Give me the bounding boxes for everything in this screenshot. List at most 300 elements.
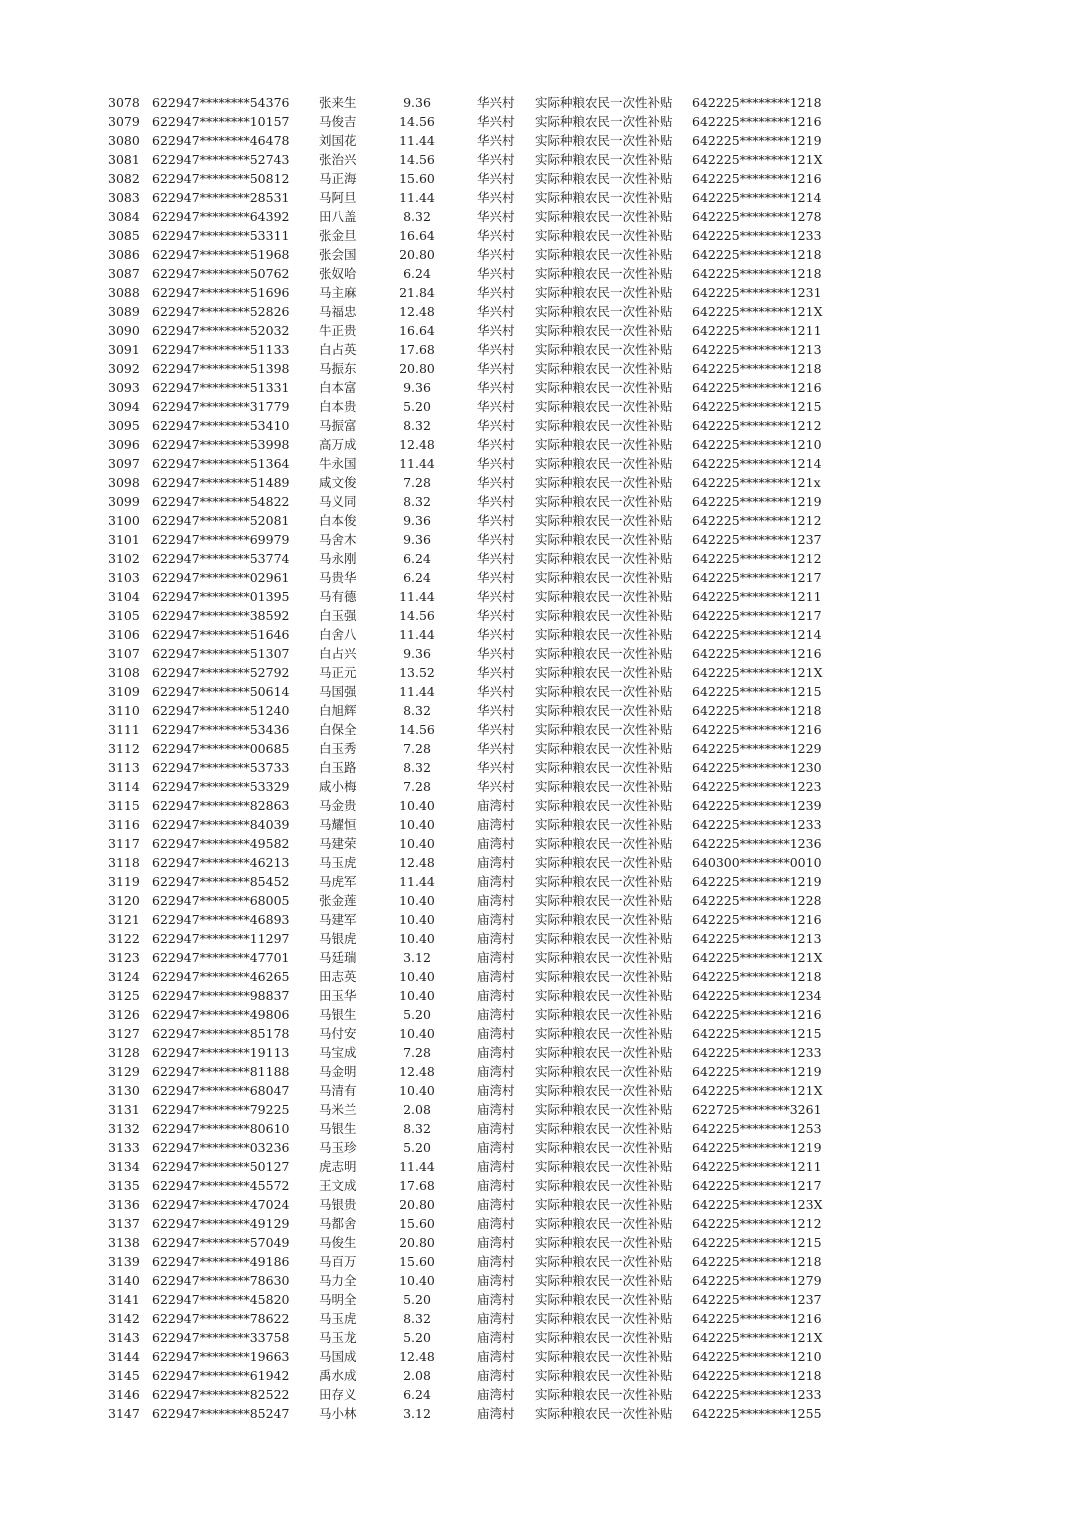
- row-number: 3080: [108, 133, 140, 148]
- subsidy-type: 实际种粮农民一次性补贴: [535, 380, 673, 395]
- id-number: 642225********1237: [692, 532, 822, 547]
- subsidy-type: 实际种粮农民一次性补贴: [535, 152, 673, 167]
- subsidy-type: 实际种粮农民一次性补贴: [535, 418, 673, 433]
- table-row: [0, 834, 1074, 853]
- id-number: 642225********121x: [692, 475, 821, 490]
- subsidy-amount: 7.28: [403, 475, 431, 490]
- table-row: [0, 758, 1074, 777]
- subsidy-amount: 9.36: [403, 380, 431, 395]
- id-number: 642225********1218: [692, 1368, 822, 1383]
- row-number: 3106: [108, 627, 140, 642]
- row-number: 3082: [108, 171, 140, 186]
- farmer-name: 马玉虎: [319, 1311, 357, 1326]
- id-number: 642225********1215: [692, 1235, 822, 1250]
- bank-account: 622947********98837: [152, 988, 290, 1003]
- subsidy-amount: 14.56: [399, 152, 435, 167]
- subsidy-type: 实际种粮农民一次性补贴: [535, 323, 673, 338]
- village: 华兴村: [477, 380, 515, 395]
- subsidy-amount: 11.44: [399, 190, 435, 205]
- subsidy-type: 实际种粮农民一次性补贴: [535, 133, 673, 148]
- subsidy-amount: 10.40: [399, 817, 435, 832]
- row-number: 3084: [108, 209, 140, 224]
- subsidy-type: 实际种粮农民一次性补贴: [535, 551, 673, 566]
- bank-account: 622947********52826: [152, 304, 290, 319]
- bank-account: 622947********54376: [152, 95, 290, 110]
- id-number: 642225********1213: [692, 342, 822, 357]
- farmer-name: 田八盖: [319, 209, 357, 224]
- subsidy-amount: 8.32: [403, 209, 431, 224]
- row-number: 3090: [108, 323, 140, 338]
- village: 庙湾村: [477, 1349, 515, 1364]
- subsidy-type: 实际种粮农民一次性补贴: [535, 1007, 673, 1022]
- row-number: 3144: [108, 1349, 140, 1364]
- id-number: 642225********1214: [692, 627, 822, 642]
- id-number: 642225********1236: [692, 836, 822, 851]
- bank-account: 622947********49186: [152, 1254, 290, 1269]
- bank-account: 622947********33758: [152, 1330, 290, 1345]
- table-row: [0, 454, 1074, 473]
- bank-account: 622947********85452: [152, 874, 290, 889]
- subsidy-type: 实际种粮农民一次性补贴: [535, 532, 673, 547]
- id-number: 642225********1216: [692, 114, 822, 129]
- table-row: [0, 777, 1074, 796]
- row-number: 3135: [108, 1178, 140, 1193]
- village: 华兴村: [477, 209, 515, 224]
- subsidy-type: 实际种粮农民一次性补贴: [535, 190, 673, 205]
- table-row: [0, 815, 1074, 834]
- table-row: [0, 739, 1074, 758]
- farmer-name: 马俊生: [319, 1235, 357, 1250]
- subsidy-type: 实际种粮农民一次性补贴: [535, 209, 673, 224]
- bank-account: 622947********53410: [152, 418, 290, 433]
- subsidy-type: 实际种粮农民一次性补贴: [535, 1140, 673, 1155]
- farmer-name: 马廷瑞: [319, 950, 357, 965]
- subsidy-type: 实际种粮农民一次性补贴: [535, 1292, 673, 1307]
- row-number: 3091: [108, 342, 140, 357]
- row-number: 3083: [108, 190, 140, 205]
- subsidy-amount: 11.44: [399, 456, 435, 471]
- bank-account: 622947********51133: [152, 342, 290, 357]
- table-row: [0, 1100, 1074, 1119]
- subsidy-amount: 13.52: [399, 665, 435, 680]
- subsidy-type: 实际种粮农民一次性补贴: [535, 741, 673, 756]
- bank-account: 622947********82522: [152, 1387, 290, 1402]
- bank-account: 622947********53733: [152, 760, 290, 775]
- subsidy-table: [0, 93, 1074, 1423]
- table-row: [0, 663, 1074, 682]
- bank-account: 622947********00685: [152, 741, 290, 756]
- row-number: 3125: [108, 988, 140, 1003]
- bank-account: 622947********46893: [152, 912, 290, 927]
- row-number: 3142: [108, 1311, 140, 1326]
- id-number: 642225********1212: [692, 1216, 822, 1231]
- bank-account: 622947********53998: [152, 437, 290, 452]
- subsidy-amount: 11.44: [399, 684, 435, 699]
- farmer-name: 马百万: [319, 1254, 357, 1269]
- farmer-name: 马银虎: [319, 931, 357, 946]
- subsidy-amount: 15.60: [399, 171, 435, 186]
- id-number: 642225********1217: [692, 1178, 822, 1193]
- table-row: [0, 891, 1074, 910]
- farmer-name: 马银生: [319, 1121, 357, 1136]
- subsidy-type: 实际种粮农民一次性补贴: [535, 589, 673, 604]
- table-row: [0, 93, 1074, 112]
- subsidy-amount: 2.08: [403, 1102, 431, 1117]
- farmer-name: 马贵华: [319, 570, 357, 585]
- subsidy-amount: 6.24: [403, 551, 431, 566]
- village: 庙湾村: [477, 912, 515, 927]
- village: 庙湾村: [477, 798, 515, 813]
- row-number: 3120: [108, 893, 140, 908]
- subsidy-type: 实际种粮农民一次性补贴: [535, 1045, 673, 1060]
- id-number: 640300********0010: [692, 855, 822, 870]
- table-row: [0, 625, 1074, 644]
- subsidy-amount: 9.36: [403, 513, 431, 528]
- farmer-name: 田志英: [319, 969, 357, 984]
- farmer-name: 张会国: [319, 247, 357, 262]
- row-number: 3112: [108, 741, 140, 756]
- subsidy-amount: 10.40: [399, 969, 435, 984]
- subsidy-amount: 9.36: [403, 532, 431, 547]
- table-row: [0, 1404, 1074, 1423]
- table-row: [0, 872, 1074, 891]
- village: 华兴村: [477, 114, 515, 129]
- bank-account: 622947********51240: [152, 703, 290, 718]
- row-number: 3122: [108, 931, 140, 946]
- subsidy-amount: 14.56: [399, 722, 435, 737]
- row-number: 3126: [108, 1007, 140, 1022]
- subsidy-type: 实际种粮农民一次性补贴: [535, 950, 673, 965]
- row-number: 3102: [108, 551, 140, 566]
- farmer-name: 张奴哈: [319, 266, 357, 281]
- table-row: [0, 397, 1074, 416]
- village: 华兴村: [477, 589, 515, 604]
- village: 华兴村: [477, 532, 515, 547]
- row-number: 3109: [108, 684, 140, 699]
- table-row: [0, 1195, 1074, 1214]
- table-row: [0, 568, 1074, 587]
- subsidy-type: 实际种粮农民一次性补贴: [535, 1026, 673, 1041]
- subsidy-type: 实际种粮农民一次性补贴: [535, 1121, 673, 1136]
- village: 庙湾村: [477, 950, 515, 965]
- bank-account: 622947********50762: [152, 266, 290, 281]
- bank-account: 622947********50614: [152, 684, 290, 699]
- subsidy-amount: 21.84: [399, 285, 435, 300]
- bank-account: 622947********79225: [152, 1102, 290, 1117]
- id-number: 642225********1210: [692, 437, 822, 452]
- bank-account: 622947********49806: [152, 1007, 290, 1022]
- bank-account: 622947********51307: [152, 646, 290, 661]
- subsidy-amount: 11.44: [399, 874, 435, 889]
- bank-account: 622947********45820: [152, 1292, 290, 1307]
- bank-account: 622947********85247: [152, 1406, 290, 1421]
- table-row: [0, 549, 1074, 568]
- row-number: 3099: [108, 494, 140, 509]
- village: 庙湾村: [477, 1235, 515, 1250]
- subsidy-amount: 16.64: [399, 323, 435, 338]
- farmer-name: 马玉虎: [319, 855, 357, 870]
- village: 庙湾村: [477, 893, 515, 908]
- subsidy-type: 实际种粮农民一次性补贴: [535, 513, 673, 528]
- farmer-name: 白旭辉: [319, 703, 357, 718]
- farmer-name: 白保全: [319, 722, 357, 737]
- village: 庙湾村: [477, 1121, 515, 1136]
- village: 庙湾村: [477, 969, 515, 984]
- subsidy-amount: 11.44: [399, 133, 435, 148]
- bank-account: 622947********45572: [152, 1178, 290, 1193]
- subsidy-type: 实际种粮农民一次性补贴: [535, 304, 673, 319]
- id-number: 642225********121X: [692, 950, 823, 965]
- farmer-name: 张来生: [319, 95, 357, 110]
- id-number: 642225********1212: [692, 418, 822, 433]
- id-number: 642225********1210: [692, 1349, 822, 1364]
- table-row: [0, 644, 1074, 663]
- row-number: 3081: [108, 152, 140, 167]
- subsidy-type: 实际种粮农民一次性补贴: [535, 836, 673, 851]
- bank-account: 622947********84039: [152, 817, 290, 832]
- subsidy-type: 实际种粮农民一次性补贴: [535, 361, 673, 376]
- table-row: [0, 1024, 1074, 1043]
- id-number: 642225********1218: [692, 703, 822, 718]
- subsidy-type: 实际种粮农民一次性补贴: [535, 1273, 673, 1288]
- table-row: [0, 378, 1074, 397]
- bank-account: 622947********46265: [152, 969, 290, 984]
- village: 华兴村: [477, 190, 515, 205]
- bank-account: 622947********38592: [152, 608, 290, 623]
- farmer-name: 田存义: [319, 1387, 357, 1402]
- id-number: 642225********1215: [692, 1026, 822, 1041]
- bank-account: 622947********46213: [152, 855, 290, 870]
- farmer-name: 禹水成: [319, 1368, 357, 1383]
- subsidy-type: 实际种粮农民一次性补贴: [535, 912, 673, 927]
- bank-account: 622947********03236: [152, 1140, 290, 1155]
- bank-account: 622947********47024: [152, 1197, 290, 1212]
- village: 庙湾村: [477, 988, 515, 1003]
- farmer-name: 白舍八: [319, 627, 357, 642]
- subsidy-type: 实际种粮农民一次性补贴: [535, 969, 673, 984]
- farmer-name: 马阿旦: [319, 190, 357, 205]
- table-row: [0, 1328, 1074, 1347]
- id-number: 642225********1217: [692, 608, 822, 623]
- row-number: 3147: [108, 1406, 140, 1421]
- bank-account: 622947********50812: [152, 171, 290, 186]
- farmer-name: 虎志明: [319, 1159, 357, 1174]
- subsidy-amount: 3.12: [403, 1406, 431, 1421]
- farmer-name: 马付安: [319, 1026, 357, 1041]
- id-number: 642225********1216: [692, 1007, 822, 1022]
- table-row: [0, 302, 1074, 321]
- table-row: [0, 796, 1074, 815]
- subsidy-type: 实际种粮农民一次性补贴: [535, 1102, 673, 1117]
- id-number: 642225********1278: [692, 209, 822, 224]
- farmer-name: 马玉珍: [319, 1140, 357, 1155]
- subsidy-type: 实际种粮农民一次性补贴: [535, 722, 673, 737]
- village: 华兴村: [477, 304, 515, 319]
- farmer-name: 马永刚: [319, 551, 357, 566]
- table-row: [0, 606, 1074, 625]
- farmer-name: 马银贵: [319, 1197, 357, 1212]
- table-row: [0, 1233, 1074, 1252]
- bank-account: 622947********47701: [152, 950, 290, 965]
- village: 华兴村: [477, 399, 515, 414]
- subsidy-type: 实际种粮农民一次性补贴: [535, 760, 673, 775]
- subsidy-type: 实际种粮农民一次性补贴: [535, 247, 673, 262]
- subsidy-amount: 8.32: [403, 1121, 431, 1136]
- id-number: 642225********1229: [692, 741, 822, 756]
- row-number: 3088: [108, 285, 140, 300]
- bank-account: 622947********52081: [152, 513, 290, 528]
- table-row: [0, 226, 1074, 245]
- village: 华兴村: [477, 646, 515, 661]
- village: 华兴村: [477, 418, 515, 433]
- village: 华兴村: [477, 760, 515, 775]
- subsidy-amount: 12.48: [399, 304, 435, 319]
- id-number: 622725********3261: [692, 1102, 822, 1117]
- row-number: 3113: [108, 760, 140, 775]
- id-number: 642225********1228: [692, 893, 822, 908]
- id-number: 642225********1211: [692, 1159, 822, 1174]
- farmer-name: 白本贵: [319, 399, 357, 414]
- farmer-name: 马主麻: [319, 285, 357, 300]
- row-number: 3078: [108, 95, 140, 110]
- subsidy-amount: 8.32: [403, 1311, 431, 1326]
- bank-account: 622947********68047: [152, 1083, 290, 1098]
- table-row: [0, 1005, 1074, 1024]
- id-number: 642225********1218: [692, 1254, 822, 1269]
- id-number: 642225********1216: [692, 912, 822, 927]
- id-number: 642225********1212: [692, 551, 822, 566]
- village: 华兴村: [477, 228, 515, 243]
- farmer-name: 白占英: [319, 342, 357, 357]
- village: 庙湾村: [477, 1178, 515, 1193]
- subsidy-type: 实际种粮农民一次性补贴: [535, 342, 673, 357]
- table-row: [0, 682, 1074, 701]
- id-number: 642225********1219: [692, 494, 822, 509]
- farmer-name: 马虎军: [319, 874, 357, 889]
- table-row: [0, 1138, 1074, 1157]
- id-number: 642225********1219: [692, 1064, 822, 1079]
- id-number: 642225********123X: [692, 1197, 823, 1212]
- subsidy-amount: 20.80: [399, 247, 435, 262]
- id-number: 642225********1255: [692, 1406, 822, 1421]
- village: 华兴村: [477, 722, 515, 737]
- village: 庙湾村: [477, 1216, 515, 1231]
- farmer-name: 白本俊: [319, 513, 357, 528]
- subsidy-type: 实际种粮农民一次性补贴: [535, 608, 673, 623]
- bank-account: 622947********51646: [152, 627, 290, 642]
- village: 华兴村: [477, 703, 515, 718]
- row-number: 3108: [108, 665, 140, 680]
- row-number: 3114: [108, 779, 140, 794]
- farmer-name: 马国成: [319, 1349, 357, 1364]
- table-row: [0, 435, 1074, 454]
- farmer-name: 马小林: [319, 1406, 357, 1421]
- farmer-name: 张治兴: [319, 152, 357, 167]
- farmer-name: 白玉路: [319, 760, 357, 775]
- row-number: 3098: [108, 475, 140, 490]
- row-number: 3107: [108, 646, 140, 661]
- table-row: [0, 473, 1074, 492]
- subsidy-type: 实际种粮农民一次性补贴: [535, 817, 673, 832]
- subsidy-amount: 10.40: [399, 1273, 435, 1288]
- bank-account: 622947********51398: [152, 361, 290, 376]
- subsidy-amount: 7.28: [403, 779, 431, 794]
- village: 庙湾村: [477, 1083, 515, 1098]
- farmer-name: 马建军: [319, 912, 357, 927]
- subsidy-type: 实际种粮农民一次性补贴: [535, 1311, 673, 1326]
- table-row: [0, 1043, 1074, 1062]
- subsidy-amount: 8.32: [403, 703, 431, 718]
- id-number: 642225********1219: [692, 133, 822, 148]
- subsidy-type: 实际种粮农民一次性补贴: [535, 95, 673, 110]
- table-row: [0, 321, 1074, 340]
- table-row: [0, 701, 1074, 720]
- subsidy-type: 实际种粮农民一次性补贴: [535, 1368, 673, 1383]
- table-row: [0, 207, 1074, 226]
- table-row: [0, 283, 1074, 302]
- row-number: 3111: [108, 722, 140, 737]
- row-number: 3146: [108, 1387, 140, 1402]
- id-number: 642225********1233: [692, 228, 822, 243]
- farmer-name: 咸小梅: [319, 779, 357, 794]
- village: 庙湾村: [477, 1311, 515, 1326]
- subsidy-amount: 17.68: [399, 342, 435, 357]
- subsidy-type: 实际种粮农民一次性补贴: [535, 1235, 673, 1250]
- subsidy-amount: 2.08: [403, 1368, 431, 1383]
- table-row: [0, 1157, 1074, 1176]
- subsidy-type: 实际种粮农民一次性补贴: [535, 988, 673, 1003]
- village: 华兴村: [477, 247, 515, 262]
- subsidy-amount: 14.56: [399, 114, 435, 129]
- bank-account: 622947********11297: [152, 931, 290, 946]
- table-row: [0, 492, 1074, 511]
- bank-account: 622947********85178: [152, 1026, 290, 1041]
- table-row: [0, 587, 1074, 606]
- subsidy-amount: 11.44: [399, 589, 435, 604]
- village: 庙湾村: [477, 1045, 515, 1060]
- id-number: 642225********1233: [692, 1045, 822, 1060]
- subsidy-amount: 10.40: [399, 893, 435, 908]
- row-number: 3127: [108, 1026, 140, 1041]
- table-row: [0, 1309, 1074, 1328]
- farmer-name: 白玉秀: [319, 741, 357, 756]
- table-row: [0, 967, 1074, 986]
- subsidy-amount: 9.36: [403, 95, 431, 110]
- bank-account: 622947********49582: [152, 836, 290, 851]
- farmer-name: 马有德: [319, 589, 357, 604]
- row-number: 3116: [108, 817, 140, 832]
- table-row: [0, 910, 1074, 929]
- subsidy-type: 实际种粮农民一次性补贴: [535, 1254, 673, 1269]
- subsidy-type: 实际种粮农民一次性补贴: [535, 779, 673, 794]
- village: 庙湾村: [477, 931, 515, 946]
- subsidy-type: 实际种粮农民一次性补贴: [535, 931, 673, 946]
- farmer-name: 刘国花: [319, 133, 357, 148]
- table-row: [0, 1081, 1074, 1100]
- farmer-name: 马振富: [319, 418, 357, 433]
- subsidy-amount: 12.48: [399, 437, 435, 452]
- table-row: [0, 530, 1074, 549]
- subsidy-type: 实际种粮农民一次性补贴: [535, 1406, 673, 1421]
- subsidy-amount: 15.60: [399, 1254, 435, 1269]
- table-row: [0, 1214, 1074, 1233]
- village: 华兴村: [477, 570, 515, 585]
- row-number: 3128: [108, 1045, 140, 1060]
- id-number: 642225********1230: [692, 760, 822, 775]
- subsidy-amount: 11.44: [399, 627, 435, 642]
- farmer-name: 白占兴: [319, 646, 357, 661]
- subsidy-type: 实际种粮农民一次性补贴: [535, 285, 673, 300]
